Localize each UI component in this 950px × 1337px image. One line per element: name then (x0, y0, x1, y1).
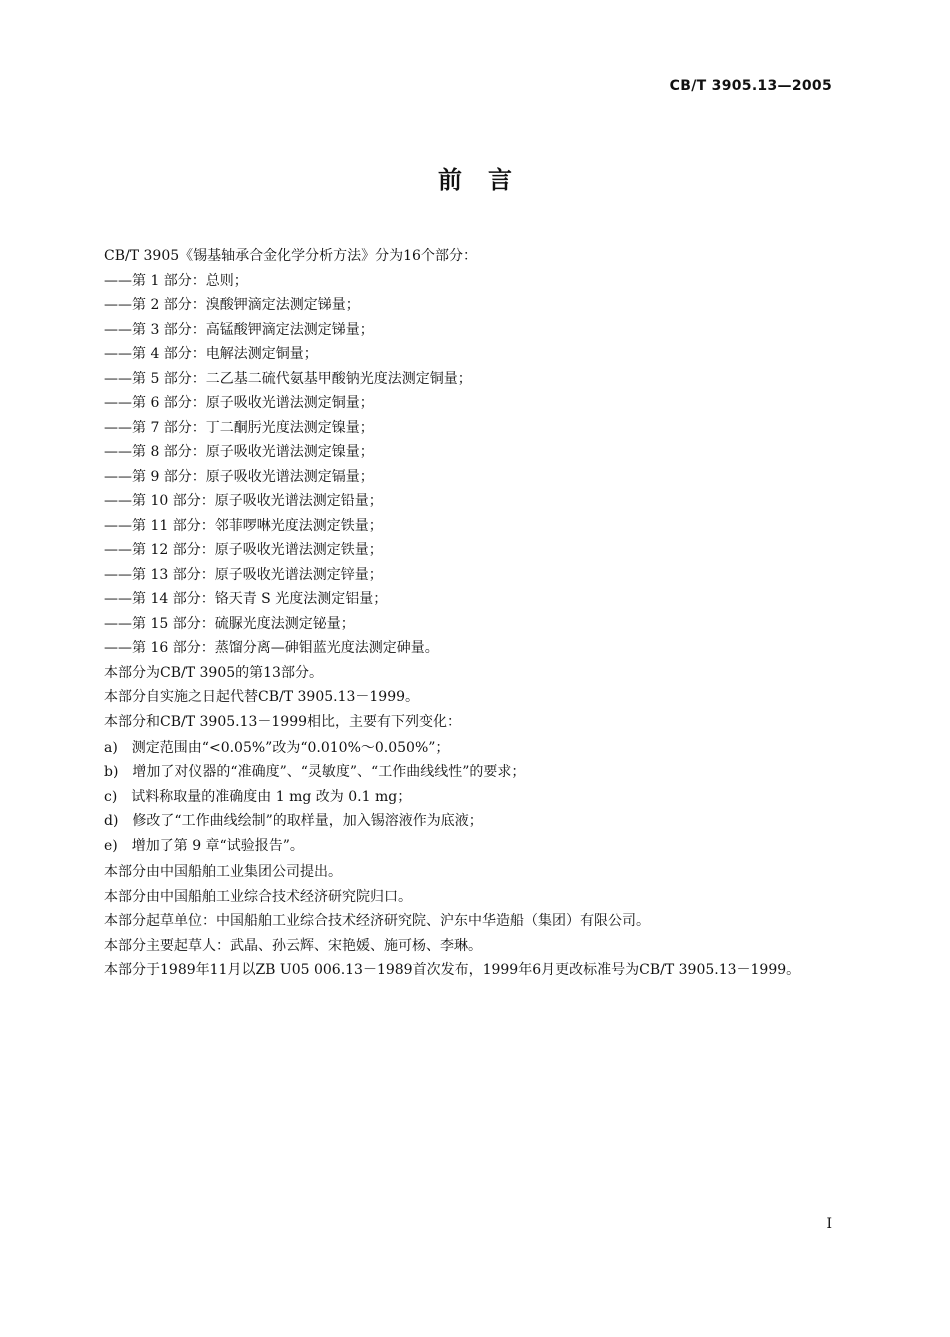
part-item-13: ——第 13 部分：原子吸收光谱法测定锌量； (104, 566, 383, 583)
part-item-3: ——第 3 部分：高锰酸钾滴定法测定锑量； (104, 321, 374, 338)
part-item-12: ——第 12 部分：原子吸收光谱法测定铁量； (104, 542, 383, 558)
page-title: 前言 (438, 166, 538, 194)
page-number: I (826, 1216, 832, 1232)
intro-line: CB/T 3905《锡基轴承合金化学分析方法》分为16个部分： (104, 248, 477, 264)
change-item-e: e) 增加了第 9 章“试验报告”。 (104, 837, 304, 854)
statement-drafting-units: 本部分起草单位：中国船舶工业综合技术经济研究院、沪东中华造船（集团）有限公司。 (104, 913, 650, 930)
part-item-11: ——第 11 部分：邻菲啰啉光度法测定铁量； (104, 517, 383, 534)
part-item-14: ——第 14 部分：铬天青 S 光度法测定铝量； (104, 591, 388, 607)
part-item-5: ——第 5 部分：二乙基二硫代氨基甲酸钠光度法测定铜量； (104, 370, 472, 387)
statement-part-number: 本部分为CB/T 3905的第13部分。 (104, 664, 323, 681)
statement-proposer: 本部分由中国船舶工业集团公司提出。 (104, 864, 342, 881)
statement-drafters: 本部分主要起草人：武晶、孙云辉、宋艳媛、施可杨、李琳。 (104, 937, 482, 954)
change-item-d: d) 修改了“工作曲线绘制”的取样量，加入锡溶液作为底液； (104, 813, 483, 830)
part-item-15: ——第 15 部分：硫脲光度法测定铋量； (104, 615, 355, 632)
change-item-c: c) 试料称取量的准确度由 1 mg 改为 0.1 mg； (104, 788, 412, 805)
part-item-16: ——第 16 部分：蒸馏分离—砷钼蓝光度法测定砷量。 (104, 640, 439, 656)
part-item-10: ——第 10 部分：原子吸收光谱法测定铅量； (104, 493, 383, 509)
part-item-9: ——第 9 部分：原子吸收光谱法测定镉量； (104, 468, 374, 485)
part-item-7: ——第 7 部分：丁二酮肟光度法测定镍量； (104, 419, 374, 436)
change-item-b: b) 增加了对仪器的“准确度”、“灵敏度”、“工作曲线线性”的要求； (104, 764, 526, 781)
statement-replaces: 本部分自实施之日起代替CB/T 3905.13－1999。 (104, 689, 420, 705)
statement-changes-intro: 本部分和CB/T 3905.13－1999相比，主要有下列变化： (104, 713, 462, 730)
part-item-8: ——第 8 部分：原子吸收光谱法测定镍量； (104, 444, 374, 460)
part-item-2: ——第 2 部分：溴酸钾滴定法测定锑量； (104, 297, 360, 313)
part-item-1: ——第 1 部分：总则； (104, 272, 248, 289)
part-item-4: ——第 4 部分：电解法测定铜量； (104, 346, 318, 362)
change-item-a: a) 测定范围由“<0.05%”改为“0.010%～0.050%”； (104, 740, 450, 756)
standard-code: CB/T 3905.13—2005 (669, 78, 832, 94)
foreword-body (104, 244, 844, 983)
statement-history: 本部分于1989年11月以ZB U05 006.13－1989首次发布，1999年6月更改标准号为CB/T 3905.13－1999。 (104, 962, 801, 979)
part-item-6: ——第 6 部分：原子吸收光谱法测定铜量； (104, 395, 374, 411)
changes-list (104, 736, 844, 858)
statement-centralized: 本部分由中国船舶工业综合技术经济研究院归口。 (104, 888, 412, 905)
